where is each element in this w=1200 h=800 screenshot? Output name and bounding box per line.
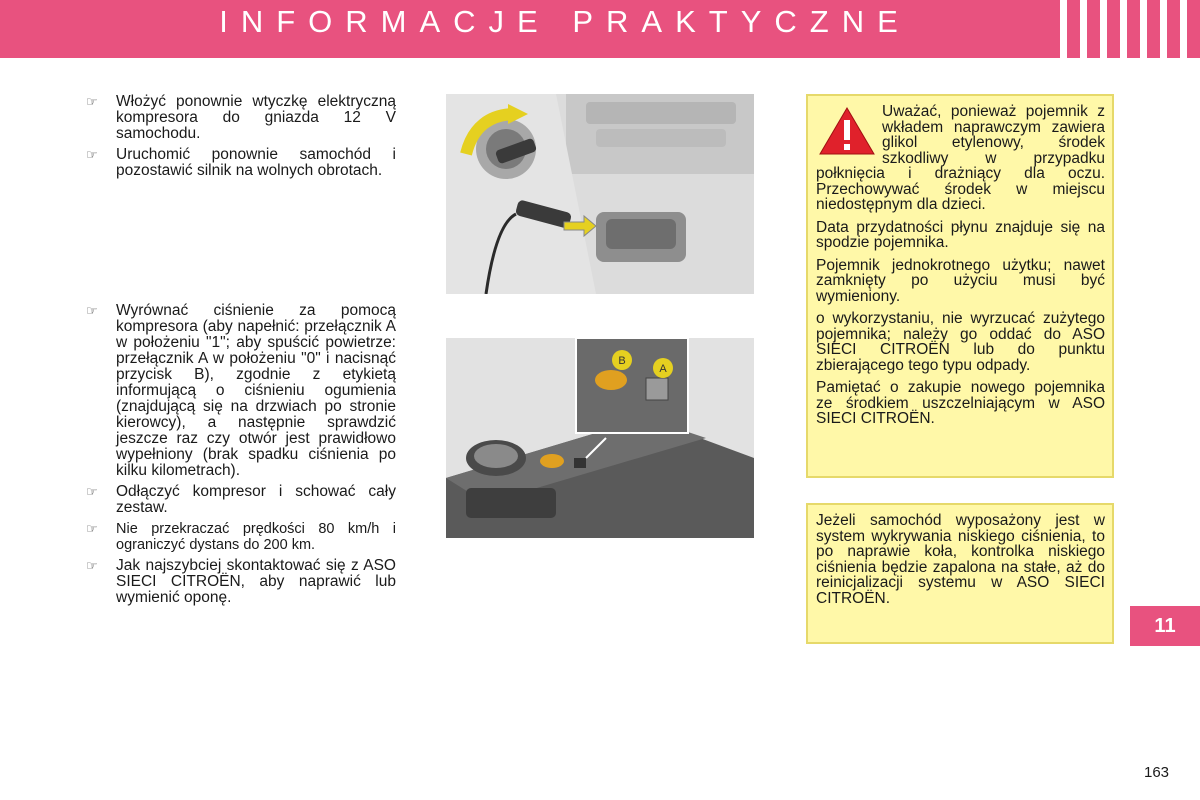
instructions-bottom (84, 303, 396, 611)
label-a: A (659, 363, 667, 375)
list-item: ☞ Włożyć ponownie wtyczkę elektryczną kompresora do gniazda 12 V samochodu. (86, 93, 396, 142)
pointing-hand-icon: ☞ (86, 304, 98, 319)
label-b: B (618, 355, 626, 367)
instructions-top (84, 94, 396, 184)
page-title: INFORMACJE PRAKTYCZNE (219, 4, 911, 39)
compressor-illustration (446, 338, 754, 538)
warning-text: Pojemnik jednokrotnego użytku; nawet zamknięty po użyciu musi być wymieniony. (816, 256, 1105, 305)
chapter-tab: 11 (1130, 606, 1200, 646)
pointing-hand-icon: ☞ (86, 485, 98, 500)
warning-text: Data przydatności płynu znajduje się na spodzie pojemnika. (816, 218, 1105, 251)
list-item: ☞ Jak najszybciej skontaktować się z ASO SIECI CITROËN, aby naprawić lub wymienić oponę. (86, 557, 396, 606)
info-box (806, 503, 1114, 644)
list-item: ☞ Odłączyć kompresor i schować cały zestaw. (86, 483, 396, 516)
warning-text: o wykorzystaniu, nie wyrzucać zużytego pojemnika; należy go oddać do ASO SIECI CITROËN lub do punktu zbierającego tego typu odpady. (816, 310, 1105, 374)
page-number: 163 (1144, 764, 1170, 781)
list-item: ☞ Wyrównać ciśnienie za pomocą kompresora (aby napełnić: przełącznik A w położeniu "1"; aby spuścić powietrze: przełącznik A w położeniu "0" i nacisnąć przycisk B), zgodnie z etykietą informującą o ciśnieniu ogumienia (znajdującą się na drzwiach po stronie kierowcy), a następnie sprawdzić jeszcze raz czy otwór jest prawidłowo wypełniony (brak spadku ciśnienia po kilku kilometrach). (86, 302, 396, 479)
page-header (0, 0, 1200, 58)
warning-text: Uważać, ponieważ pojemnik z wkładem naprawczym zawiera glikol etylenowy, środek szkodliwy w przypadku połknięcia i drażniący dla oczu. Przechowywać środek w miejscu niedostępnym dla dzieci. (816, 103, 1105, 213)
header-stripes (1050, 0, 1200, 58)
pointing-hand-icon: ☞ (86, 559, 98, 574)
pointing-hand-icon: ☞ (86, 95, 98, 110)
socket-illustration (446, 94, 754, 294)
warning-text: Pamiętać o zakupie nowego pojemnika ze środkiem uszczelniającym w ASO SIECI CITROËN. (816, 379, 1105, 427)
pointing-hand-icon: ☞ (86, 522, 98, 537)
warning-triangle-icon (818, 106, 876, 156)
info-text: Jeżeli samochód wyposażony jest w system wykrywania niskiego ciśnienia, to po naprawie koła, kontrolka niskiego ciśnienia będzie zapalona na stałe, aż do reinicjalizacji systemu w ASO SIECI CITROËN. (816, 512, 1105, 607)
list-item: ☞ Uruchomić ponownie samochód i pozostawić silnik na wolnych obrotach. (86, 146, 396, 179)
list-item: ☞ Nie przekraczać prędkości 80 km/h i ograniczyć dystans do 200 km. (86, 521, 396, 553)
pointing-hand-icon: ☞ (86, 148, 98, 163)
warning-box (806, 94, 1114, 478)
